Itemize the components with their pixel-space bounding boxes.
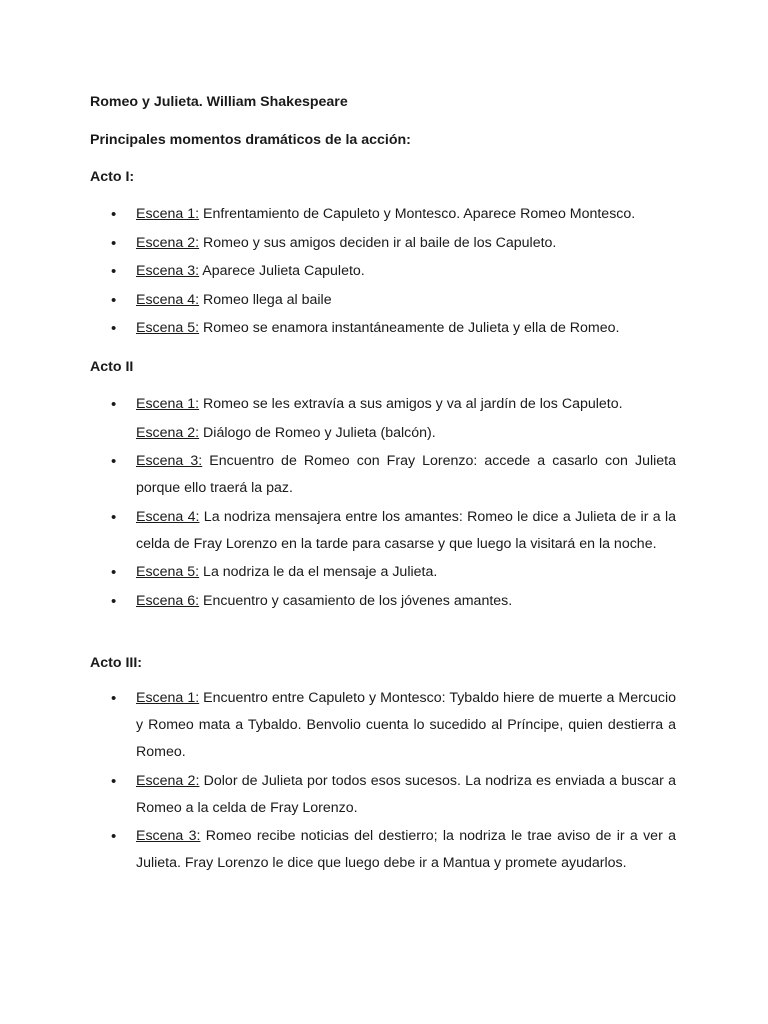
scene-text: Romeo se les extravía a sus amigos y va al jardín de los Capuleto. (199, 396, 623, 412)
scene-label: Escena 1: (136, 206, 200, 222)
list-item (0, 504, 676, 558)
act-2-scene-list (0, 391, 676, 616)
scene-label: Escena 4: (136, 508, 200, 525)
scene-text: Encuentro de Romeo con Fray Lorenzo: accede a casarlo con Julieta porque ello traerá la paz. (136, 453, 676, 496)
list-item (0, 448, 676, 502)
scene-text: Enfrentamiento de Capuleto y Montesco. Aparece Romeo Montesco. (199, 206, 636, 222)
scene-text: Romeo se enamora instantáneamente de Julieta y ella de Romeo. (199, 320, 620, 336)
list-item (0, 420, 676, 447)
scene-label: Escena 2: (136, 424, 200, 441)
act-3-heading: Acto III: (90, 655, 143, 671)
scene-text: La nodriza le da el mensaje a Julieta. (199, 564, 438, 580)
scene-label: Escena 2: (136, 772, 200, 789)
scene-text: Romeo recibe noticias del destierro; la nodriza le trae aviso de ir a ver a Julieta. Fray Lorenzo le dice que luego debe ir a Mantua y promete ayudarlos. (136, 828, 676, 871)
scene-label: Escena 5: (136, 320, 200, 336)
scene-label: Escena 3: (136, 453, 203, 469)
scene-label: Escena 4: (136, 291, 200, 308)
scene-label: Escena 1: (136, 690, 200, 706)
act-1-heading: Acto I: (90, 169, 135, 185)
scene-text: Romeo y sus amigos deciden ir al baile de los Capuleto. (199, 234, 557, 251)
scene-text: Diálogo de Romeo y Julieta (balcón). (199, 424, 436, 441)
scene-text: Aparece Julieta Capuleto. (199, 263, 365, 279)
scene-text: Romeo llega al baile (199, 291, 332, 308)
scene-label: Escena 3: (136, 263, 200, 279)
list-item (0, 588, 676, 615)
act-2-heading: Acto II (90, 359, 134, 375)
act-3-scene-list (0, 685, 676, 879)
list-item (0, 230, 676, 257)
list-item (0, 823, 676, 877)
scene-label: Escena 3: (136, 828, 201, 844)
scene-text: Encuentro entre Capuleto y Montesco: Tybaldo hiere de muerte a Mercucio y Romeo mata a Tybaldo. Benvolio cuenta lo sucedido al Príncipe, quien destierra a Romeo. (136, 690, 676, 760)
scene-label: Escena 1: (136, 396, 200, 412)
list-item (0, 287, 676, 314)
act-1-scene-list (0, 201, 676, 344)
scene-text: La nodriza mensajera entre los amantes: Romeo le dice a Julieta de ir a la celda de Fray Lorenzo en la tarde para casarse y que luego la visitará en la noche. (136, 508, 676, 552)
list-item (0, 315, 676, 342)
list-item (0, 685, 676, 766)
scene-label: Escena 5: (136, 564, 200, 580)
scene-label: Escena 6: (136, 592, 200, 609)
list-item (0, 768, 676, 822)
document-subtitle: Principales momentos dramáticos de la acción: (90, 132, 411, 148)
list-item (0, 201, 676, 228)
list-item (0, 391, 676, 418)
scene-label: Escena 2: (136, 234, 200, 251)
scene-text: Encuentro y casamiento de los jóvenes amantes. (199, 592, 513, 609)
list-item (0, 559, 676, 586)
document-title: Romeo y Julieta. William Shakespeare (90, 94, 348, 110)
list-item (0, 258, 676, 285)
scene-text: Dolor de Julieta por todos esos sucesos. La nodriza es enviada a buscar a Romeo a la celda de Fray Lorenzo. (136, 772, 676, 816)
